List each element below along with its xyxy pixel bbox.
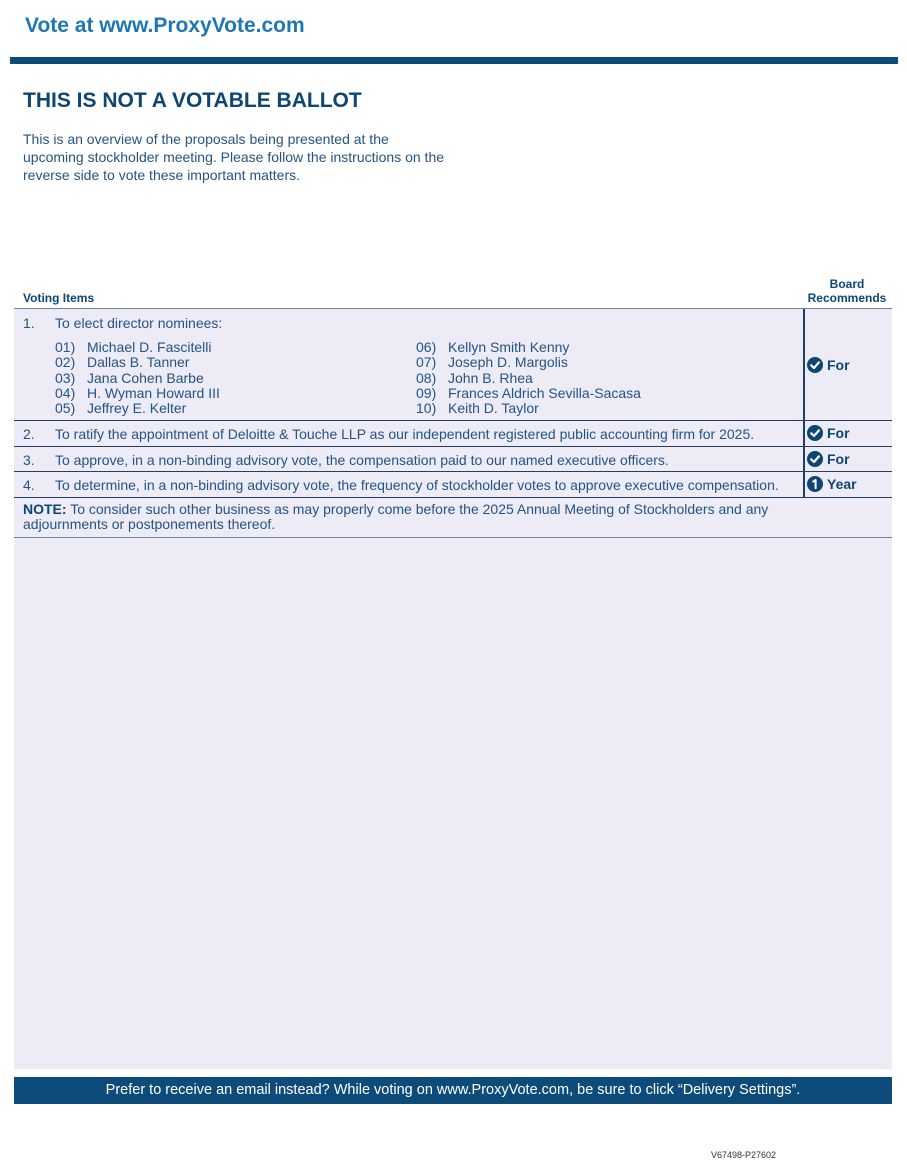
nominee: 08) John B. Rhea xyxy=(416,369,533,386)
item-2-number: 2. xyxy=(23,426,35,442)
voting-items-panel xyxy=(14,309,892,1069)
item-1-text: To elect director nominees: xyxy=(55,315,223,331)
item-1-recommendation xyxy=(807,357,850,373)
check-circle-icon xyxy=(807,425,823,441)
recommend-column-divider xyxy=(803,309,805,497)
note-text xyxy=(23,502,813,532)
nominee: 04) H. Wyman Howard III xyxy=(55,384,220,401)
header-divider xyxy=(14,308,892,309)
nominees-right-list xyxy=(416,340,641,416)
recommendation-label: For xyxy=(827,425,850,441)
nominee: 01) Michael D. Fascitelli xyxy=(55,339,212,355)
item-3-text: To approve, in a non-binding advisory vote, the compensation paid to our named executive officers. xyxy=(55,452,669,468)
note-body: To consider such other business as may properly come before the 2025 Annual Meeting of Stockholders and any adjournments or postponements thereof. xyxy=(23,501,769,532)
recommendation-label: For xyxy=(827,357,850,373)
row-divider xyxy=(14,497,892,498)
nominee: 03) Jana Cohen Barbe xyxy=(55,369,204,386)
nominees-left-list xyxy=(55,340,220,416)
intro-text: This is an overview of the proposals being presented at the upcoming stockholder meeting. Please follow the instructions on the reverse side to vote these important matters. xyxy=(23,131,445,183)
top-divider xyxy=(10,57,898,64)
board-header-line2: Recommends xyxy=(807,291,887,305)
document-code: V67498-P27602 xyxy=(710,1150,776,1160)
item-3-recommendation xyxy=(807,451,850,467)
nominee: 05) Jeffrey E. Kelter xyxy=(55,400,187,417)
delivery-settings-banner: Prefer to receive an email instead? While voting on www.ProxyVote.com, be sure to click “Delivery Settings”. xyxy=(14,1077,892,1104)
nominee: 06) Kellyn Smith Kenny xyxy=(416,339,570,355)
check-circle-icon xyxy=(807,451,823,467)
number-one-circle-icon xyxy=(807,476,823,492)
row-divider xyxy=(14,446,892,447)
nominee: 02) Dallas B. Tanner xyxy=(55,354,190,371)
page-title: THIS IS NOT A VOTABLE BALLOT xyxy=(23,89,362,112)
item-4-recommendation xyxy=(807,476,857,492)
check-circle-icon xyxy=(807,357,823,373)
nominee: 10) Keith D. Taylor xyxy=(416,400,539,417)
row-divider xyxy=(14,420,892,421)
vote-link[interactable]: Vote at www.ProxyVote.com xyxy=(25,14,305,37)
note-divider xyxy=(14,537,892,538)
recommendation-label: Year xyxy=(827,476,857,492)
voting-items-header: Voting Items xyxy=(23,291,95,305)
board-header-line1: Board xyxy=(829,277,865,291)
note-label: NOTE: xyxy=(23,501,67,517)
nominee: 09) Frances Aldrich Sevilla-Sacasa xyxy=(416,384,641,401)
nominee: 07) Joseph D. Margolis xyxy=(416,354,568,371)
recommendation-label: For xyxy=(827,451,850,467)
item-4-number: 4. xyxy=(23,477,35,493)
board-recommends-header xyxy=(801,277,893,305)
item-3-number: 3. xyxy=(23,452,35,468)
item-2-text: To ratify the appointment of Deloitte & Touche LLP as our independent registered public accounting firm for 2025. xyxy=(55,426,755,442)
row-divider xyxy=(14,471,892,472)
item-2-recommendation xyxy=(807,425,850,441)
item-1-number: 1. xyxy=(23,315,35,331)
item-4-text: To determine, in a non-binding advisory vote, the frequency of stockholder votes to approve executive compensation. xyxy=(55,477,779,493)
